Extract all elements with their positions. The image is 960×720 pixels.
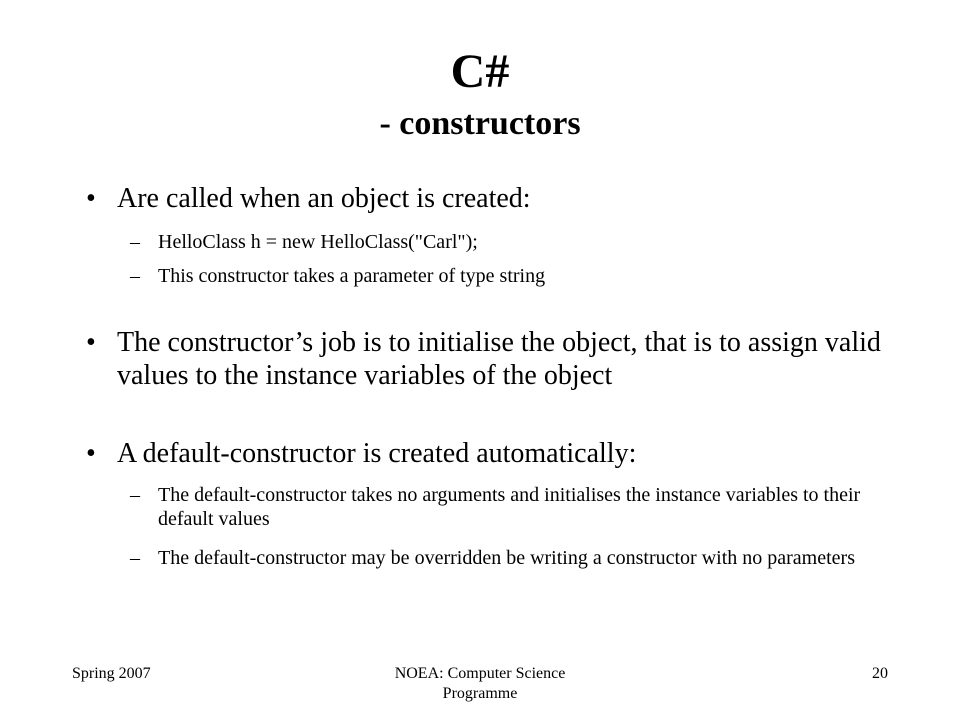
footer-organization: NOEA: Computer Science Programme <box>394 665 566 702</box>
bullet-item <box>86 182 886 215</box>
bullet-item <box>86 326 886 392</box>
sub-bullet-text: The default-constructor may be overridden be writing a constructor with no parameters <box>158 547 855 569</box>
sub-bullet-marker: – <box>130 547 140 569</box>
sub-bullet-text: HelloClass h = new HelloClass("Carl"); <box>158 231 478 253</box>
sub-bullet-item <box>130 264 890 288</box>
bullet-text: Are called when an object is created: <box>117 183 531 214</box>
footer-slide-number: 20 <box>872 665 888 682</box>
bullet-item <box>86 437 886 470</box>
bullet-marker: • <box>86 183 96 214</box>
bullet-text: The constructor’s job is to initialise the object, that is to assign valid values to the instance variables of the object <box>117 327 881 391</box>
sub-bullet-marker: – <box>130 484 140 506</box>
bullet-marker: • <box>86 438 96 469</box>
sub-bullet-text: The default-constructor takes no arguments and initialises the instance variables to their default values <box>158 484 861 530</box>
title-subtitle: - constructors <box>379 105 581 142</box>
title-main: C# <box>450 45 510 98</box>
bullet-text: A default-constructor is created automatically: <box>117 438 637 469</box>
bullet-marker: • <box>86 327 96 358</box>
footer-date: Spring 2007 <box>72 665 151 682</box>
sub-bullet-text: This constructor takes a parameter of type string <box>158 265 546 287</box>
sub-bullet-item <box>130 230 890 254</box>
sub-bullet-marker: – <box>130 231 140 253</box>
sub-bullet-item <box>130 546 890 570</box>
sub-bullet-item <box>130 483 890 531</box>
sub-bullet-marker: – <box>130 265 140 287</box>
